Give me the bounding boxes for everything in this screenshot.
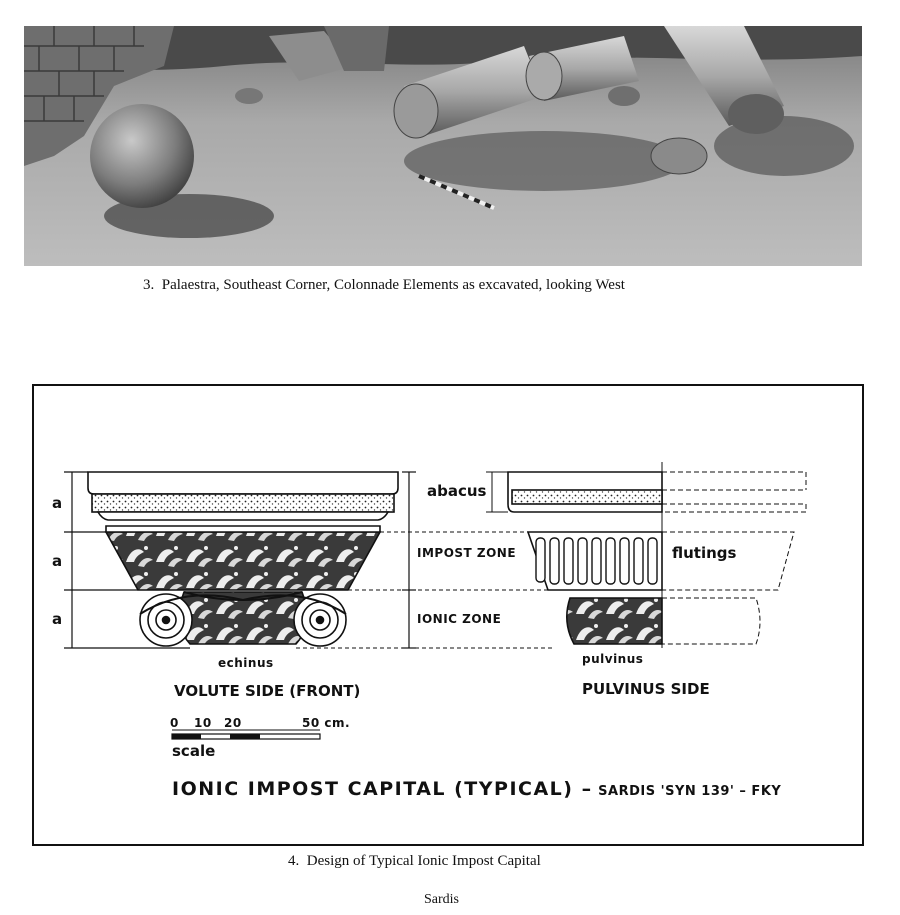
figure-3-caption: [143, 277, 625, 294]
excavation-photo-rendering: [24, 26, 862, 266]
scale-label: scale: [172, 742, 216, 760]
scale-tick-0: 0: [170, 716, 179, 730]
excavation-photograph: [24, 26, 862, 266]
page-footer: Sardis: [424, 892, 459, 907]
volute-side-drawing: [88, 472, 398, 646]
drawing-title: [172, 778, 781, 800]
label-abacus: abacus: [427, 482, 487, 500]
figure-3-caption-text: Palaestra, Southeast Corner, Colonnade Elements as excavated, looking West: [161, 277, 625, 293]
drawing-title-reference: SARDIS 'SYN 139' – FKY: [598, 784, 782, 799]
label-volute-side: VOLUTE SIDE (FRONT): [174, 682, 361, 700]
figure-4-caption-text: Design of Typical Ionic Impost Capital: [306, 853, 541, 869]
zone-marker-ionic: a: [52, 610, 63, 628]
scale-tick-10: 10: [194, 716, 212, 730]
scale-tick-20: 20: [224, 716, 242, 730]
figure-4-number: 4.: [288, 853, 300, 869]
figure-3-number: 3.: [143, 277, 155, 293]
zone-marker-abacus: a: [52, 494, 63, 512]
label-ionic-zone: IONIC ZONE: [417, 612, 502, 626]
zone-marker-impost: a: [52, 552, 63, 570]
label-echinus: echinus: [218, 656, 274, 670]
pulvinus-side-drawing: [508, 472, 662, 644]
scale-tick-50: 50 cm.: [302, 716, 351, 730]
label-pulvinus-side: PULVINUS SIDE: [582, 680, 710, 698]
label-impost-zone: IMPOST ZONE: [417, 546, 517, 560]
scale-bar: [172, 730, 320, 739]
label-pulvinus: pulvinus: [582, 652, 644, 666]
figure-4-caption: [288, 853, 541, 870]
boulder-capital: [90, 104, 194, 208]
capital-drawing-frame: [32, 384, 864, 846]
drawing-title-main: IONIC IMPOST CAPITAL (TYPICAL) –: [172, 778, 593, 800]
label-flutings: flutings: [672, 544, 737, 562]
